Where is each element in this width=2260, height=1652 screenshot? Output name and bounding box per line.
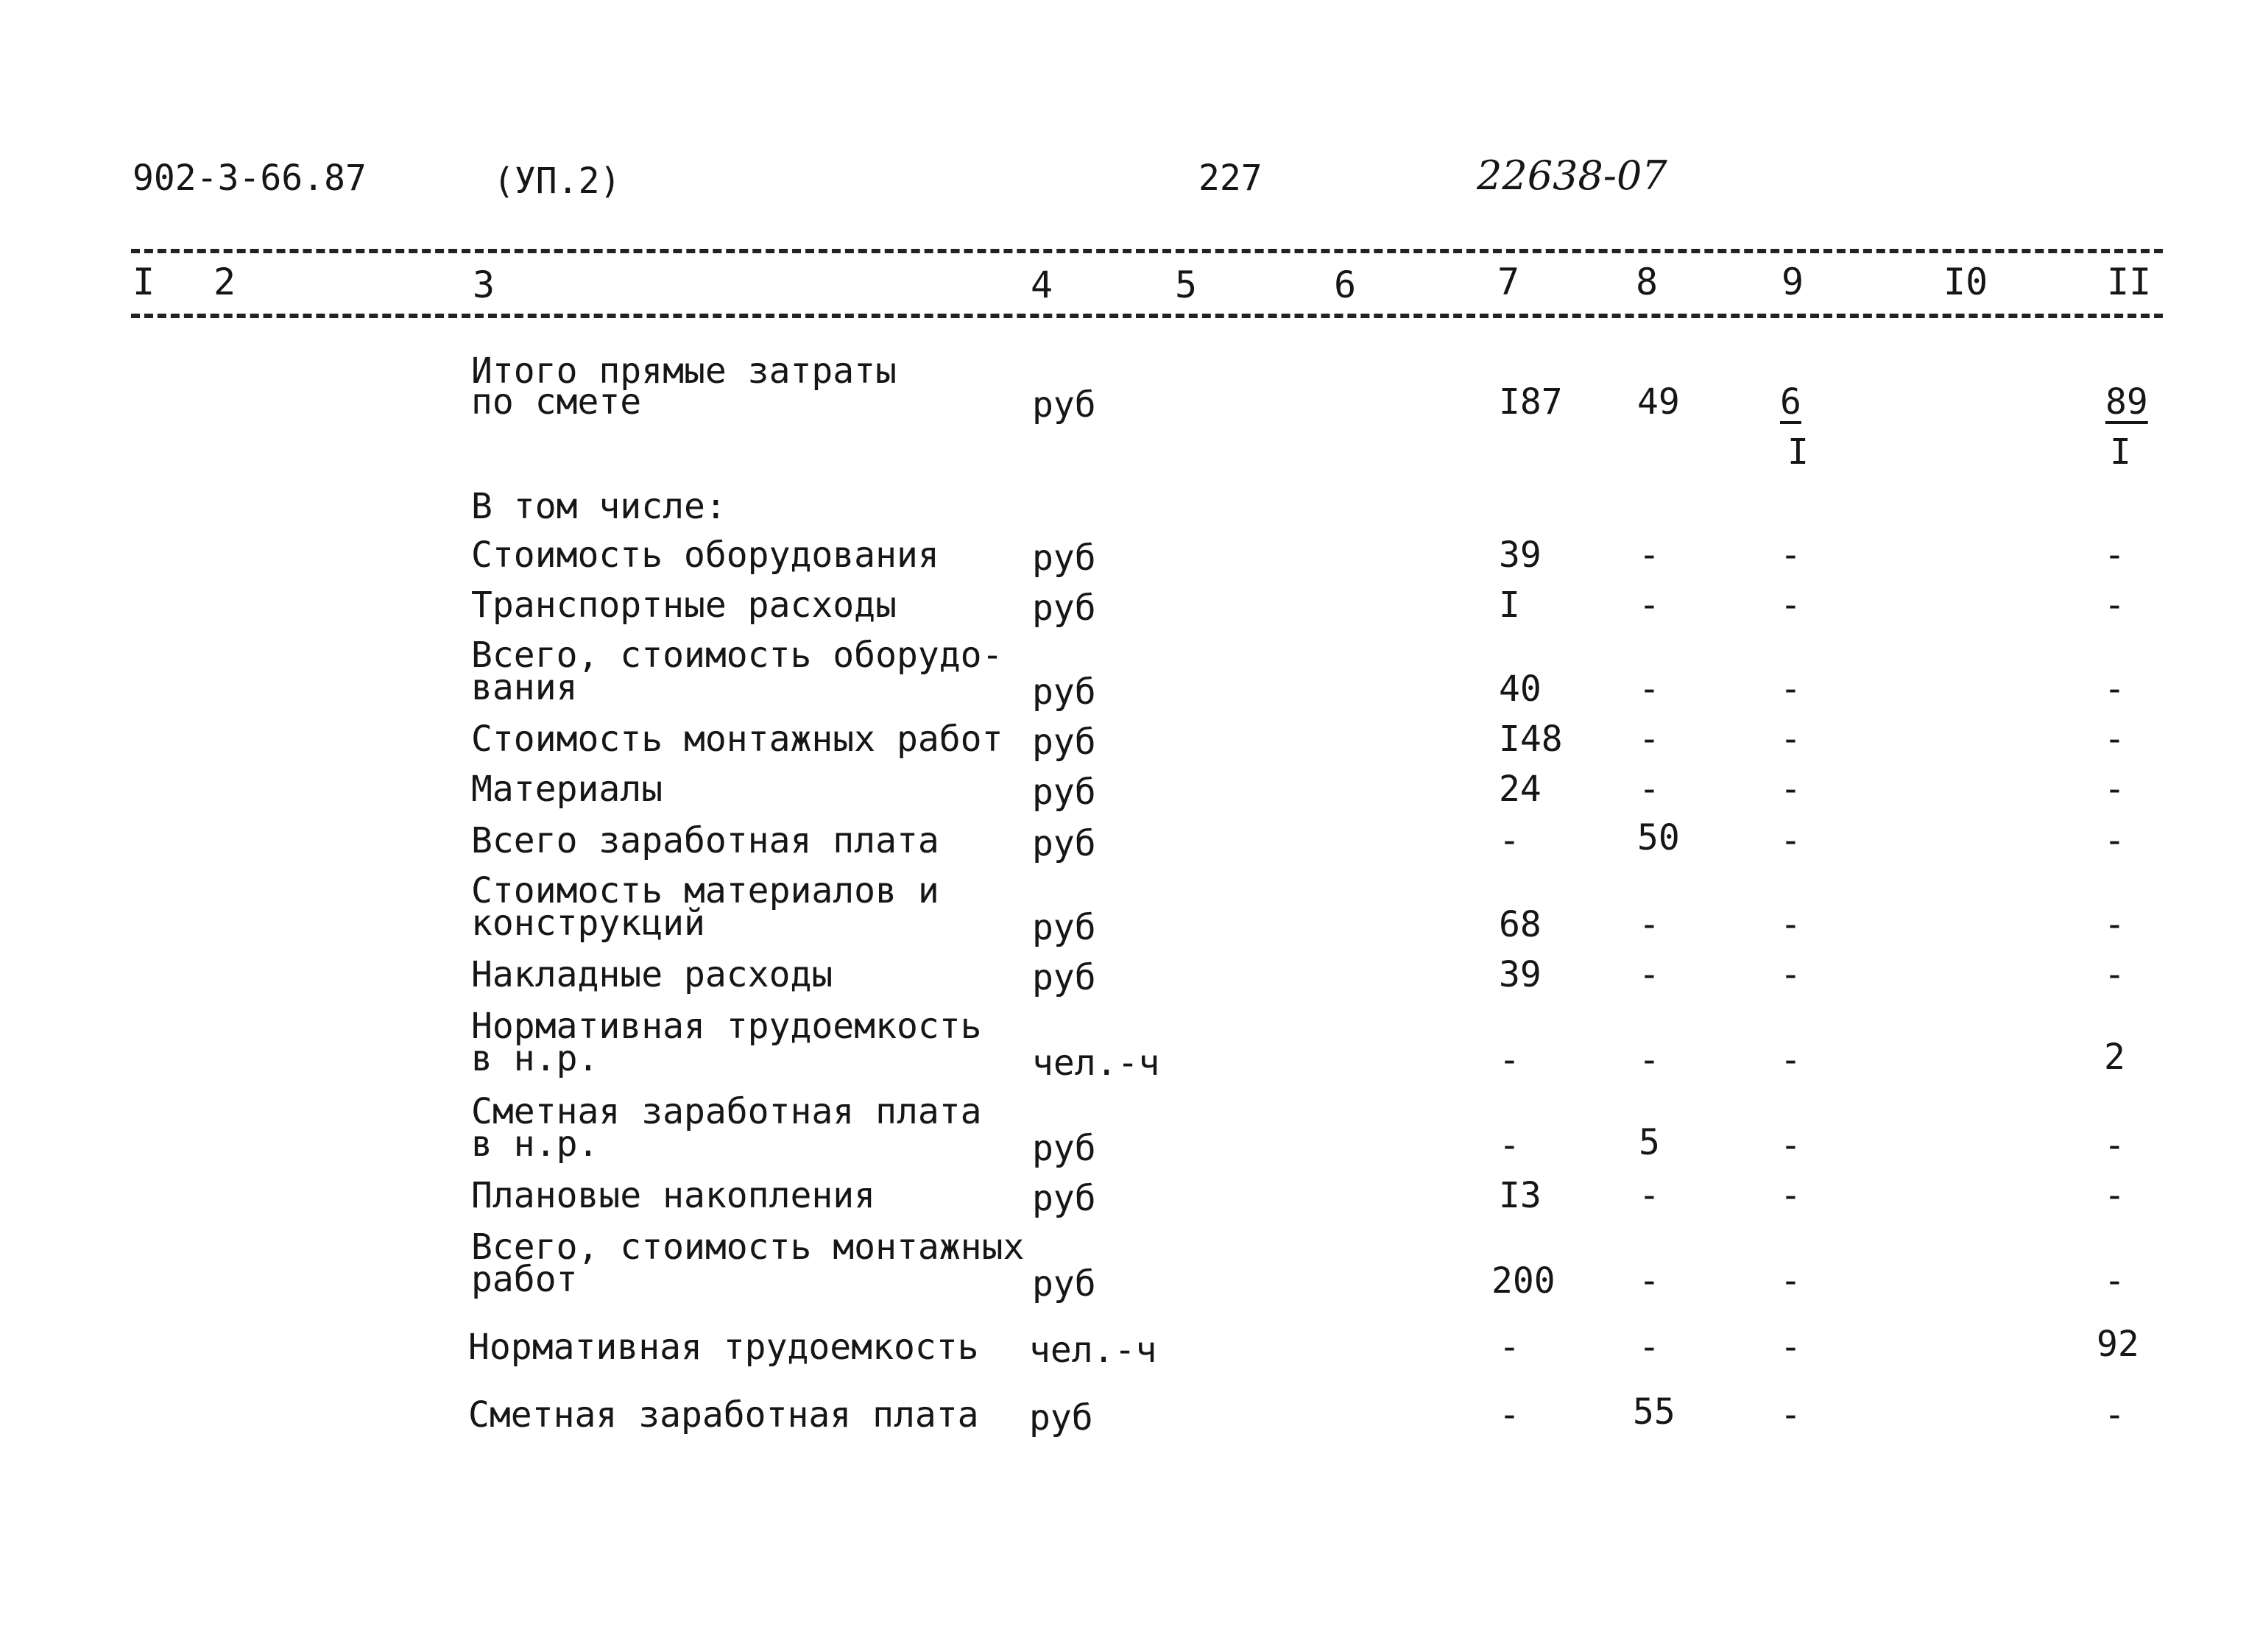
row-value-col7: 68 <box>1499 904 1542 945</box>
row-value-col7: I <box>1499 585 1520 626</box>
row-value-col11: - <box>2104 1175 2125 1216</box>
row-value-col11: - <box>2104 954 2125 995</box>
row-value-col11: 89 <box>2105 381 2148 423</box>
volume-label: (УП.2) <box>493 160 621 202</box>
row-name: Стоимость монтажных работ <box>471 719 1003 760</box>
row-unit: руб <box>1029 1397 1093 1439</box>
row-value-col9: - <box>1780 1327 1801 1368</box>
row-unit: руб <box>1032 957 1096 998</box>
row-value-col8: - <box>1639 954 1660 995</box>
row-name-continued: в н.р. <box>471 1038 599 1079</box>
row-value-col7: - <box>1499 1327 1520 1368</box>
row-value-col8: - <box>1639 534 1660 576</box>
row-value-col7: 39 <box>1499 534 1542 576</box>
header-rule-top <box>131 249 2163 253</box>
row-value-col9-sub: I <box>1787 431 1809 473</box>
row-name: Материалы <box>471 769 663 810</box>
row-value-col11: - <box>2104 719 2125 760</box>
row-value-col9: - <box>1780 769 1801 810</box>
row-name: Стоимость оборудования <box>471 534 939 576</box>
column-number: II <box>2107 261 2152 303</box>
row-value-col7: 24 <box>1499 769 1542 810</box>
row-value-col9: - <box>1780 904 1801 945</box>
row-name: Всего заработная плата <box>471 820 939 861</box>
row-name: Нормативная трудоемкость <box>471 1006 982 1047</box>
row-unit: руб <box>1032 537 1096 579</box>
row-unit: руб <box>1032 907 1096 948</box>
row-value-col11: - <box>2104 668 2125 710</box>
row-value-col7: - <box>1499 1125 1520 1166</box>
row-value-col9: - <box>1780 1175 1801 1216</box>
row-value-col8: - <box>1639 1327 1660 1368</box>
row-value-col9: - <box>1780 1125 1801 1166</box>
row-unit: руб <box>1032 1128 1096 1169</box>
row-unit: руб <box>1032 721 1096 763</box>
row-value-col7: I48 <box>1499 719 1563 760</box>
row-value-col9: 6 <box>1780 381 1801 423</box>
row-name-continued: вания <box>471 667 578 708</box>
row-unit: чел.-ч <box>1029 1330 1157 1371</box>
row-value-col11: 92 <box>2097 1324 2139 1365</box>
row-name-continued: в н.р. <box>471 1123 599 1165</box>
row-value-col7: 200 <box>1491 1260 1555 1302</box>
row-name: В том числе: <box>471 486 727 527</box>
row-value-col9: - <box>1780 1394 1801 1436</box>
column-number: 5 <box>1175 264 1198 306</box>
document-code: 902-3-66.87 <box>133 158 367 199</box>
column-number: I0 <box>1943 261 1988 303</box>
row-value-col9: - <box>1780 585 1801 626</box>
row-name: Транспортные расходы <box>471 585 897 626</box>
row-value-col11: - <box>2104 534 2125 576</box>
row-value-col8: - <box>1639 1039 1660 1081</box>
row-value-col7: - <box>1499 1039 1520 1081</box>
row-value-col8: - <box>1639 1175 1660 1216</box>
column-number: 3 <box>473 264 495 306</box>
row-unit: руб <box>1032 772 1096 813</box>
row-name-continued: работ <box>471 1259 578 1300</box>
row-value-col9: - <box>1780 719 1801 760</box>
row-value-col8: - <box>1639 904 1660 945</box>
row-value-col8: - <box>1639 1260 1660 1302</box>
row-name: Сметная заработная плата <box>471 1091 982 1132</box>
page-number: 227 <box>1198 158 1263 199</box>
row-unit: руб <box>1032 823 1096 864</box>
row-name: Всего, стоимость оборудо- <box>471 635 1003 676</box>
row-value-col8: - <box>1639 585 1660 626</box>
row-value-col11: - <box>2104 904 2125 945</box>
row-value-col8: - <box>1639 769 1660 810</box>
column-number: 6 <box>1334 264 1357 306</box>
row-value-col7: I87 <box>1499 381 1563 423</box>
row-value-col11: - <box>2104 769 2125 810</box>
row-name: Всего, стоимость монтажных <box>471 1226 1025 1268</box>
row-name-continued: по смете <box>471 381 642 423</box>
column-number: I <box>133 261 155 303</box>
column-number: 4 <box>1031 264 1053 306</box>
row-value-col9: - <box>1780 820 1801 861</box>
row-value-col9: - <box>1780 668 1801 710</box>
column-number: 2 <box>213 261 236 303</box>
row-value-col7: I3 <box>1499 1175 1542 1216</box>
row-value-col9: - <box>1780 534 1801 576</box>
row-value-col8: - <box>1639 719 1660 760</box>
header-rule-bottom <box>131 314 2163 318</box>
row-name-continued: конструкций <box>471 903 705 944</box>
row-value-col8: 55 <box>1633 1391 1675 1433</box>
row-name: Плановые накопления <box>471 1175 876 1216</box>
row-value-col11: - <box>2104 820 2125 861</box>
row-name: Итого прямые затраты <box>471 350 897 392</box>
row-value-col11: - <box>2104 1260 2125 1302</box>
row-unit: руб <box>1032 384 1096 426</box>
row-value-col7: 40 <box>1499 668 1542 710</box>
row-name: Стоимость материалов и <box>471 870 939 911</box>
column-number: 7 <box>1497 261 1520 303</box>
column-number: 9 <box>1781 261 1804 303</box>
row-value-col11: - <box>2104 585 2125 626</box>
row-unit: руб <box>1032 1178 1096 1219</box>
row-value-col7: - <box>1499 820 1520 861</box>
row-value-col9: - <box>1780 1039 1801 1081</box>
row-value-col8: 49 <box>1637 381 1680 423</box>
row-unit: руб <box>1032 1263 1096 1305</box>
row-name: Нормативная трудоемкость <box>468 1327 979 1368</box>
row-value-col8: 50 <box>1637 817 1680 858</box>
row-value-col8: - <box>1639 668 1660 710</box>
inventory-number: 22638-07 <box>1477 152 1667 199</box>
row-value-col9: - <box>1780 1260 1801 1302</box>
row-unit: руб <box>1032 671 1096 713</box>
row-value-col11-sub: I <box>2110 431 2131 473</box>
row-value-col11: - <box>2104 1125 2125 1166</box>
row-value-col9: - <box>1780 954 1801 995</box>
row-unit: чел.-ч <box>1032 1042 1160 1084</box>
row-value-col11: 2 <box>2104 1037 2125 1078</box>
row-value-col7: - <box>1499 1394 1520 1436</box>
row-name: Накладные расходы <box>471 954 833 995</box>
row-unit: руб <box>1032 587 1096 629</box>
row-value-col8: 5 <box>1639 1122 1660 1163</box>
row-value-col11: - <box>2104 1394 2125 1436</box>
row-value-col7: 39 <box>1499 954 1542 995</box>
row-name: Сметная заработная плата <box>468 1394 979 1436</box>
column-number: 8 <box>1636 261 1659 303</box>
